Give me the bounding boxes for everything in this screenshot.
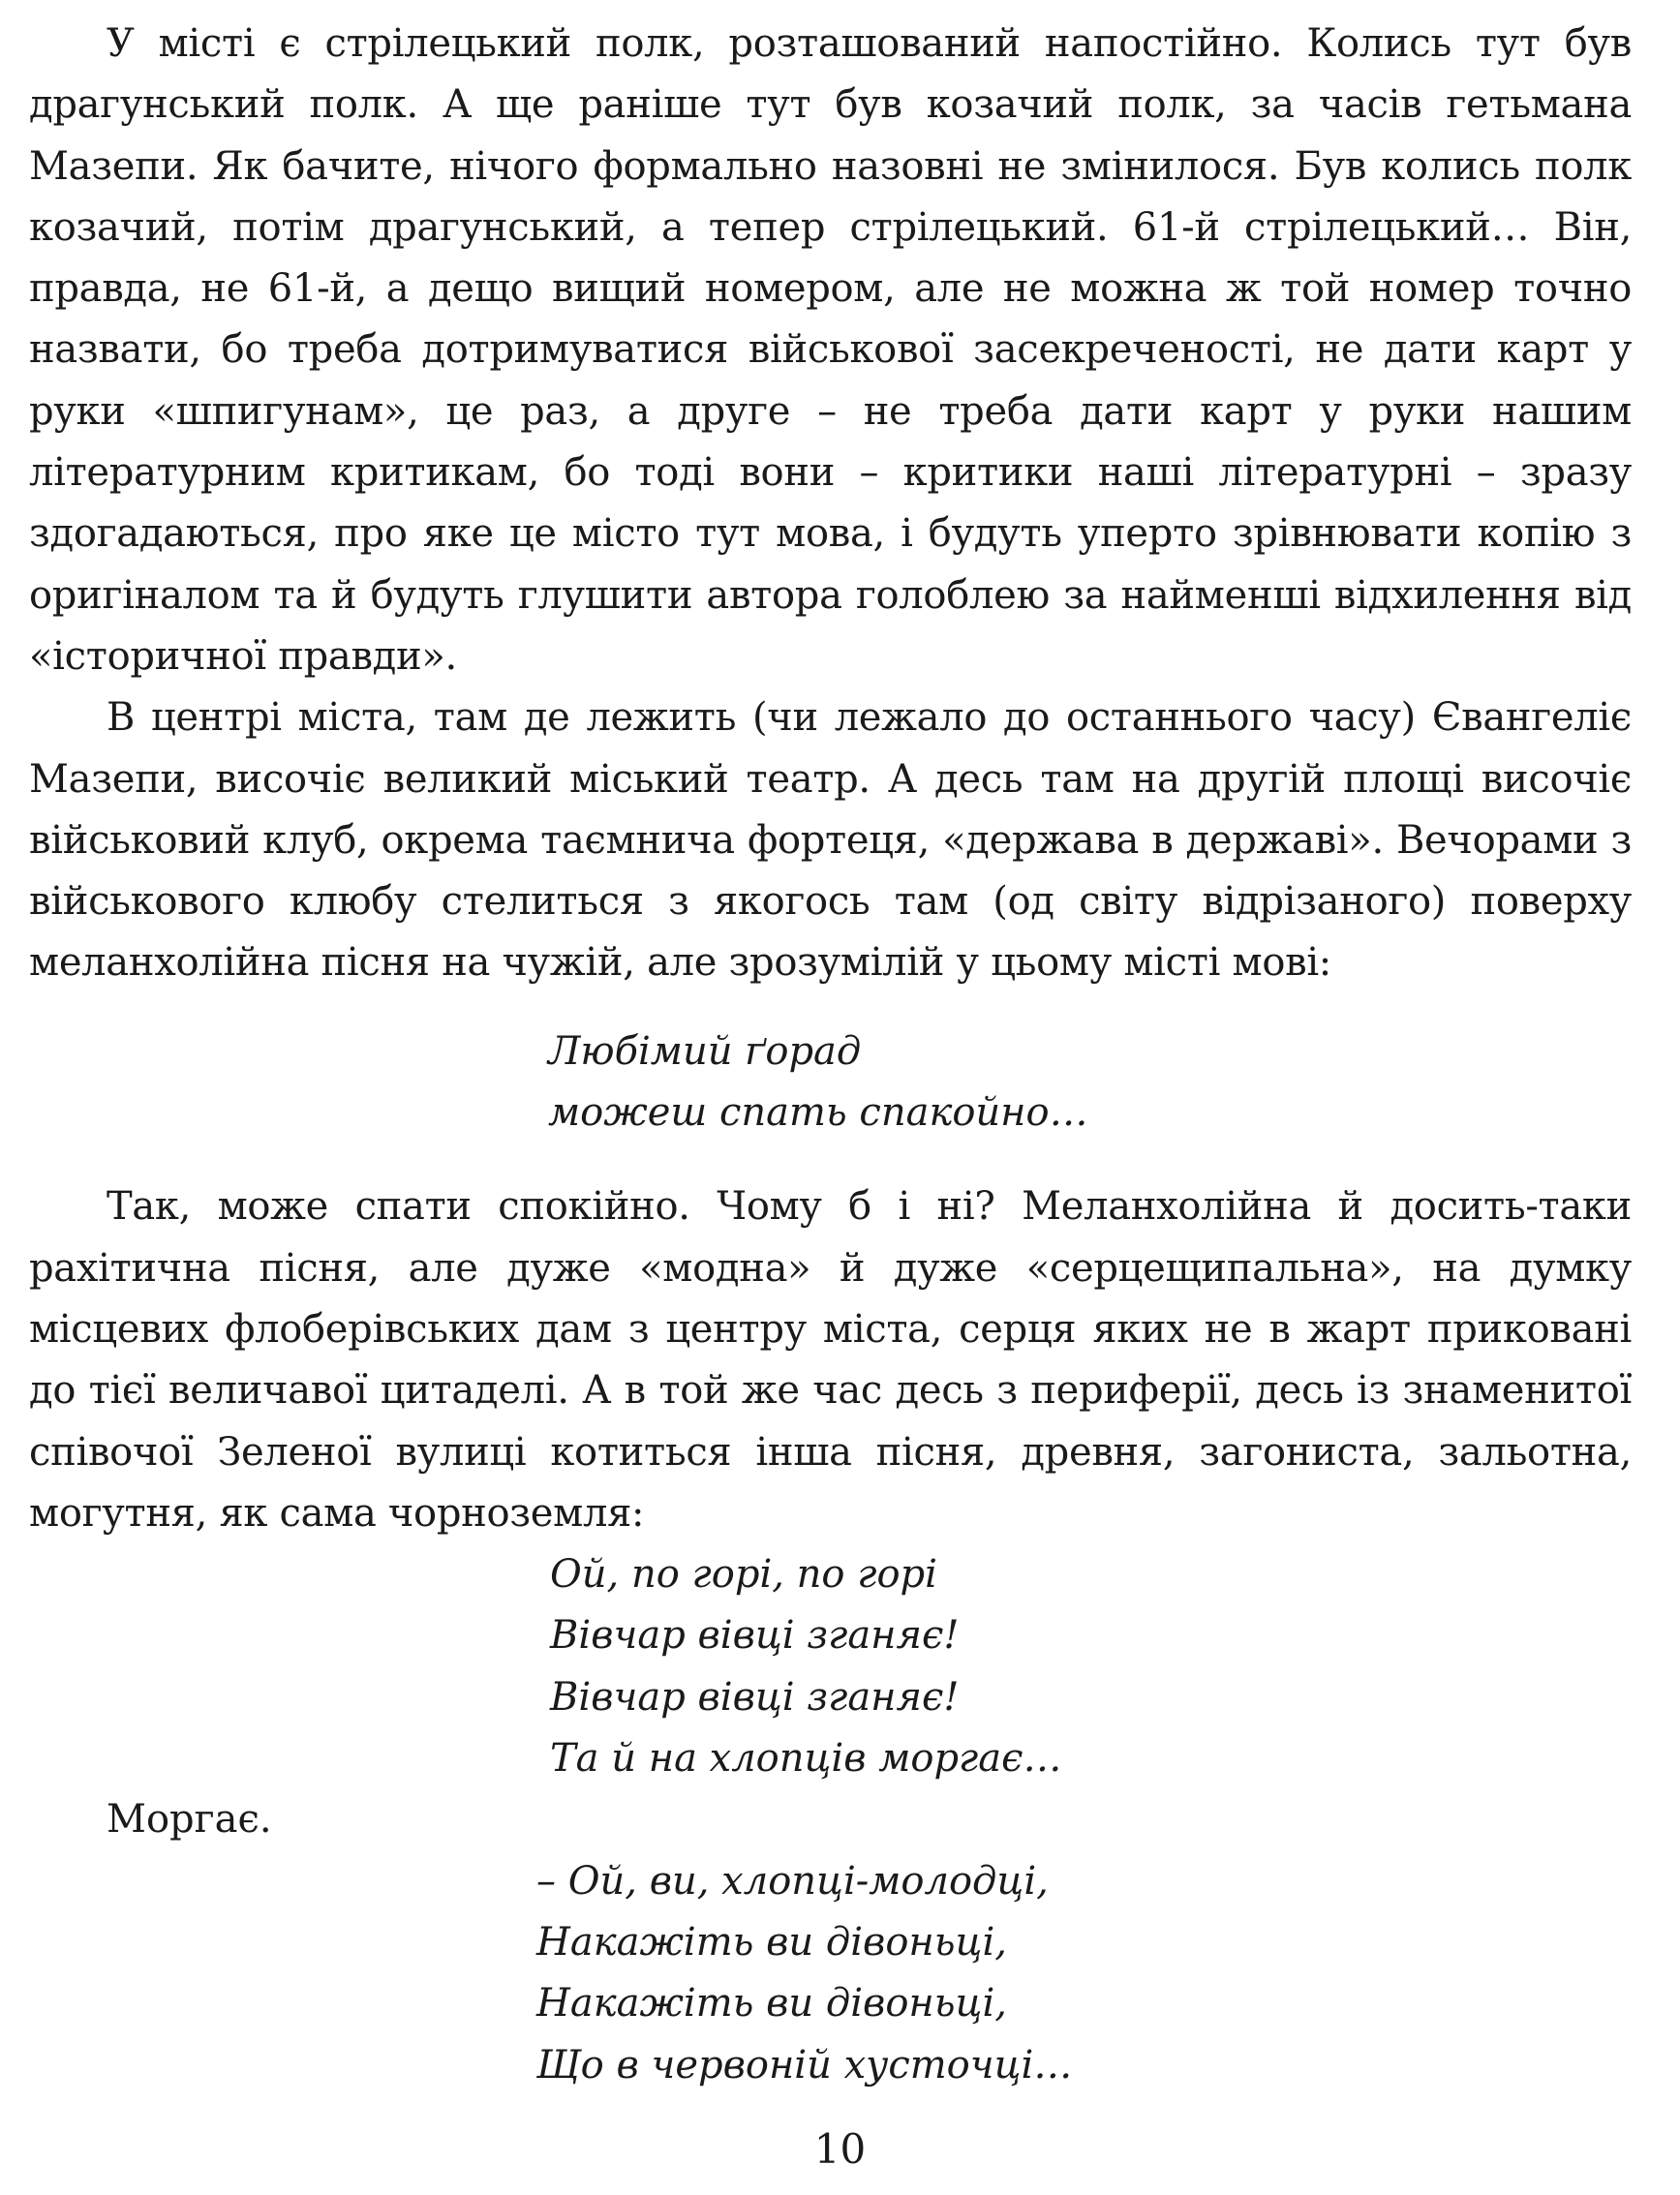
verse-line: Накажіть ви дівоньці, [536,1919,1007,1965]
verse-russian-song [548,1021,1632,1144]
verse-line: Та й на хлопців моргає… [550,1736,1062,1782]
verse-line: – Ой, ви, хлопці-молодці, [536,1858,1049,1904]
book-page [29,14,1632,2096]
paragraph-melancholic-song: Так, може спати спокійно. Чому б і ні? Меланхолійна й досить-таки рахітична пісня, але дуже «модна» й дуже «серцещипальна», на думку місцевих флоберівських дам з центру міста, серця яких не в жарт приковані до тієї величавої цитаделі. А в той же час десь з периферії, десь із знаменитої співочої Зеленої вулиці котиться інша пісня, древня, загониста, зальотна, могутня, як сама чорноземля: [29,1184,1632,1536]
paragraph-regiment: У місті є стрілецький полк, розташований напостійно. Колись тут був драгунський полк. А ще раніше тут був козачий полк, за часів гетьмана Мазепи. Як бачите, нічого формально назовні не змінилося. Був колись полк козачий, потім драгунський, а тепер стрілецький. 61-й стрілецький… Він, правда, не 61-й, а дещо вищий номером, але не можна ж той номер точно назвати, бо треба дотримуватися військової засекреченості, не дати карт у руки «шпигунам», це раз, а друге – не треба дати карт у руки нашим літературним критикам, бо тоді вони – критики наші літературні – зразу здогадаються, про яке це місто тут мова, і будуть уперто зрівнювати копію з оригіналом та й будуть глушити автора голоблею за найменші відхилення від «історичної правди». [29,21,1632,679]
verse-folk-song [550,1544,1632,1789]
verse-line: Любімий ґорад [548,1028,862,1074]
paragraph-morhaie: Моргає. [107,1797,272,1843]
verse-line: Що в червоній хусточці… [536,2042,1073,2088]
page-number: 10 [813,2125,867,2173]
verse-line: Вівчар вівці зганяє! [550,1613,960,1659]
verse-line: Ой, по горі, по горі [550,1552,937,1598]
verse-line: Вівчар вівці зганяє! [550,1674,960,1720]
verse-folk-song-continued [536,1851,1632,2096]
verse-line: Накажіть ви дівоньці, [536,1981,1007,2027]
verse-line: можеш спать спакойно… [548,1090,1088,1136]
paragraph-city-center: В центрі міста, там де лежить (чи лежало до останнього часу) Євангеліє Мазепи, височіє великий міський театр. А десь там на другій площі височіє військовий клуб, окрема таємнича фортеця, «держава в державі». Вечорами з військового клюбу стелиться з якогось там (од світу відрізаного) поверху меланхолійна пісня на чужій, але зрозумілій у цьому місті мові: [29,695,1632,986]
